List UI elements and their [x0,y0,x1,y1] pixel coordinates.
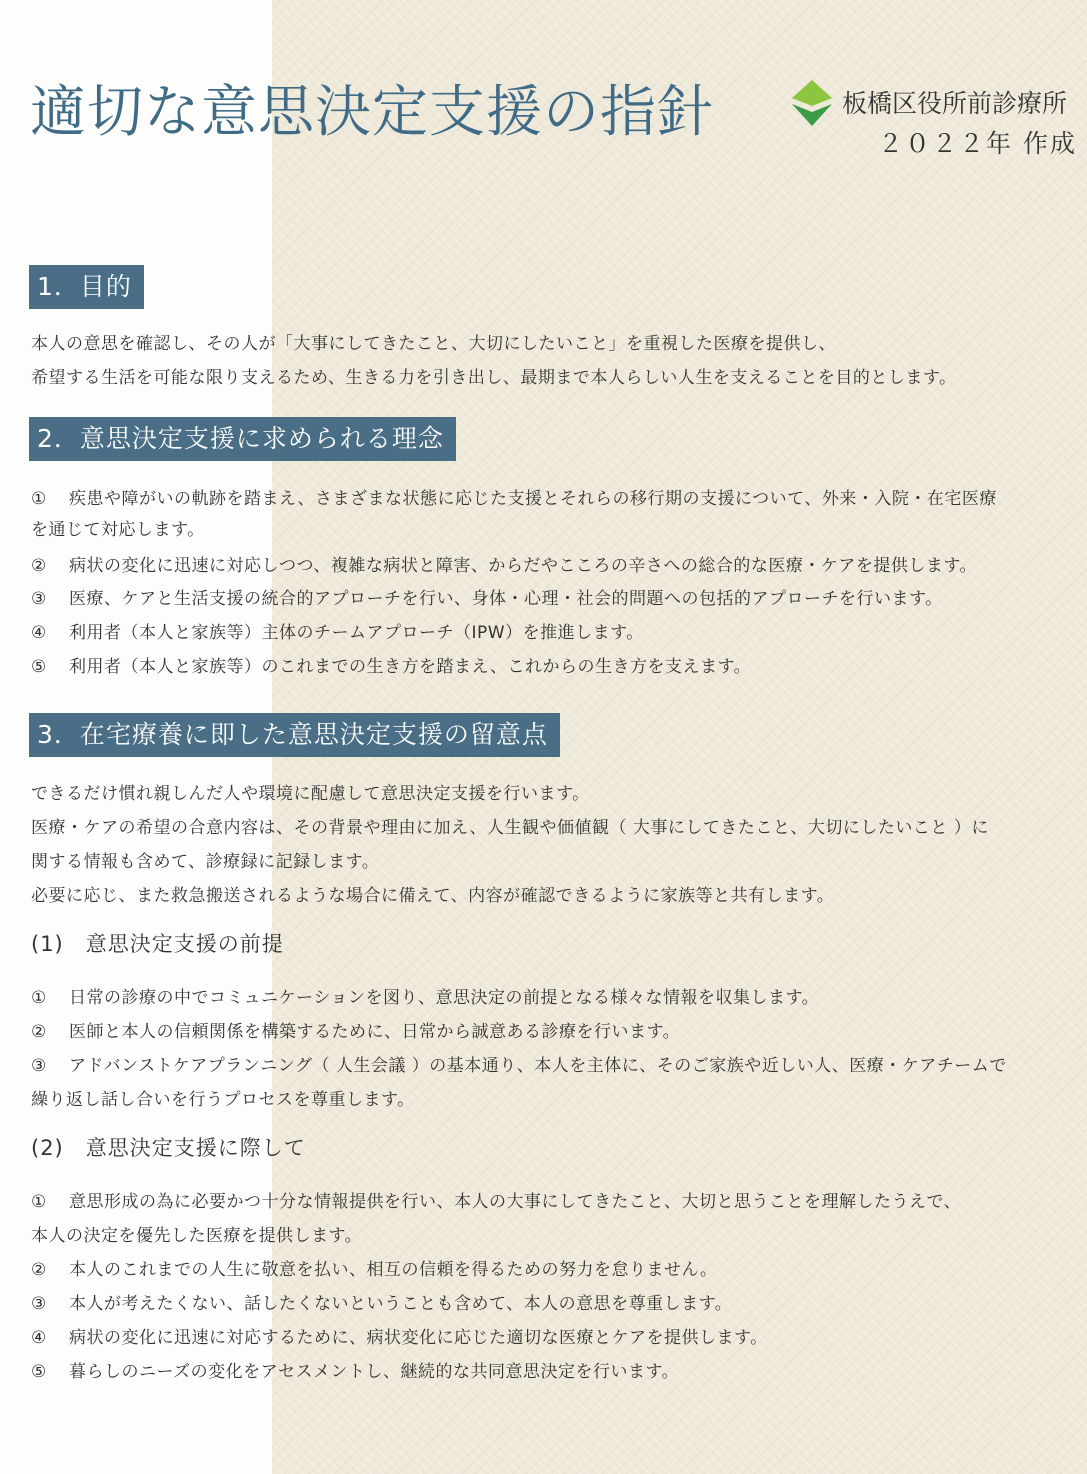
item-number: ⑤ [31,1362,47,1382]
support-item [31,1323,768,1348]
item-number: ④ [31,623,47,643]
item-number: ① [31,489,47,509]
item-number: ② [31,1022,47,1042]
support-item [31,1357,679,1382]
item-text: 医師と本人の信頼関係を構築するために、日常から誠意ある診療を行います。 [69,1022,681,1042]
principle-item [31,484,997,509]
premise-item [31,1085,415,1110]
item-text: 暮らしのニーズの変化をアセスメントし、継続的な共同意思決定を行います。 [69,1362,680,1382]
section-heading-purpose: 1．目的 [29,265,144,309]
subsection-heading-premise: (1) 意思決定支援の前提 [31,932,284,956]
section-heading-home-care: 3．在宅療養に即した意思決定支援の留意点 [29,713,560,757]
item-text: 本人の決定を優先した医療を提供します。 [31,1226,363,1246]
item-number: ③ [31,589,47,609]
clinic-logo-icon [792,80,832,126]
item-text: 本人のこれまでの人生に敬意を払い、相互の信頼を得るための努力を怠りません。 [69,1260,718,1280]
home-care-text-line: 医療・ケアの希望の合意内容は、その背景や理由に加え、人生観や価値観（ 大事にしてきたこと、大切にしたいこと ）に [31,818,989,838]
item-number: ④ [31,1328,47,1348]
principle-item [31,584,943,609]
item-text: 本人が考えたくない、話したくないということも含めて、本人の意思を尊重します。 [69,1294,733,1314]
premise-item [31,983,819,1008]
item-text: 病状の変化に迅速に対応するために、病状変化に応じた適切な医療とケアを提供します。 [69,1328,768,1348]
purpose-text-line: 本人の意思を確認し、その人が「大事にしてきたこと、大切にしたいこと」を重視した医療を提供し、 [31,334,836,354]
principle-item [31,652,751,677]
item-text: 日常の診療の中でコミュニケーションを図り、意思決定の前提となる様々な情報を収集します。 [69,988,820,1008]
item-number: ③ [31,1056,47,1076]
item-number: ② [31,1260,47,1280]
item-text: 医療、ケアと生活支援の統合的アプローチを行い、身体・心理・社会的問題への包括的アプローチを行います。 [69,589,943,609]
item-text: 利用者（本人と家族等）主体のチームアプローチ（IPW）を推進します。 [69,623,644,643]
principle-item [31,515,205,540]
item-text: 利用者（本人と家族等）のこれまでの生き方を踏まえ、これからの生き方を支えます。 [69,657,752,677]
item-number: ① [31,1192,47,1212]
home-care-text-line: 必要に応じ、また救急搬送されるような場合に備えて、内容が確認できるように家族等と共有します。 [31,886,835,906]
clinic-name: 板橋区役所前診療所 [842,89,1068,118]
item-text: 繰り返し話し合いを行うプロセスを尊重します。 [31,1090,415,1110]
premise-item [31,1017,680,1042]
support-item [31,1221,362,1246]
item-text: 病状の変化に迅速に対応しつつ、複雑な病状と障害、からだやこころの辛さへの総合的な医療・ケアを提供します。 [69,556,977,576]
page-title: 適切な意思決定支援の指針 [30,80,714,145]
item-number: ③ [31,1294,47,1314]
support-item [31,1187,961,1212]
principle-item [31,618,644,643]
home-care-text-line: 関する情報も含めて、診療録に記録します。 [31,852,380,872]
home-care-text-line: できるだけ慣れ親しんだ人や環境に配慮して意思決定支援を行います。 [31,784,590,804]
principle-item [31,551,977,576]
item-text: 疾患や障がいの軌跡を踏まえ、さまざまな状態に応じた支援とそれらの移行期の支援について、外来・入院・在宅医療 [69,489,997,509]
support-item [31,1289,732,1314]
creation-year: ２０２２年 作成 [878,129,1077,158]
item-text: アドバンストケアプランニング（ 人生会議 ）の基本通り、本人を主体に、そのご家族や近しい人、医療・ケアチームで [69,1056,1007,1076]
section-heading-principles: 2．意思決定支援に求められる理念 [29,417,456,461]
item-text: 意思形成の為に必要かつ十分な情報提供を行い、本人の大事にしてきたこと、大切と思うことを理解したうえで、 [69,1192,962,1212]
subsection-heading-support: (2) 意思決定支援に際して [31,1136,306,1160]
item-number: ⑤ [31,657,47,677]
item-number: ② [31,556,47,576]
support-item [31,1255,718,1280]
premise-item [31,1051,1007,1076]
purpose-text-line: 希望する生活を可能な限り支えるため、生きる力を引き出し、最期まで本人らしい人生を支えることを目的とします。 [31,368,957,388]
item-text: を通じて対応します。 [31,520,205,540]
item-number: ① [31,988,47,1008]
